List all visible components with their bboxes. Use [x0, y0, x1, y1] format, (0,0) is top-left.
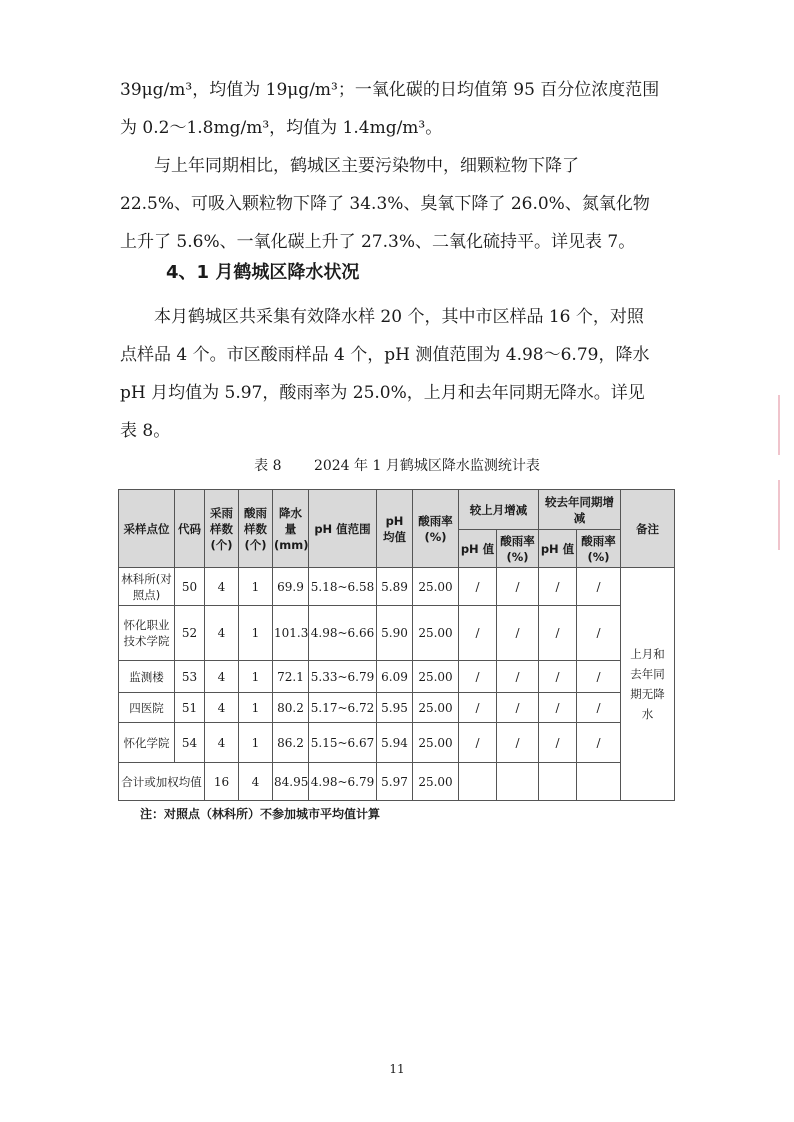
- cell-acid: 1: [239, 693, 273, 723]
- cell-rate: 25.00: [413, 763, 459, 801]
- cell-month-ph: [459, 763, 497, 801]
- precipitation-table: [118, 489, 675, 801]
- cell-year-ph: /: [539, 661, 577, 693]
- table-row: [119, 693, 675, 723]
- cell-rain: 84.95: [273, 763, 309, 801]
- table-row: [119, 568, 675, 606]
- header-site: 采样点位: [119, 490, 175, 568]
- cell-year-rate: /: [577, 693, 621, 723]
- table-row: [119, 661, 675, 693]
- text-line: 22.5%、可吸入颗粒物下降了 34.3%、臭氧下降了 26.0%、氮氧化物: [120, 194, 650, 214]
- table-total-row: [119, 763, 675, 801]
- page-number: 11: [389, 1062, 405, 1076]
- subheader-month-ph: pH 值: [459, 530, 497, 568]
- section-heading: 4、1 月鹤城区降水状况: [166, 262, 360, 283]
- header-ph-range: pH 值范围: [309, 490, 377, 568]
- cell-rate: 25.00: [413, 606, 459, 661]
- cell-samples: 4: [205, 606, 239, 661]
- text-line: 上升了 5.6%、一氧化碳上升了 27.3%、二氧化硫持平。详见表 7。: [120, 232, 636, 252]
- header-samples: 采雨样数(个): [205, 490, 239, 568]
- cell-range: 5.15~6.67: [309, 723, 377, 763]
- cell-samples: 4: [205, 693, 239, 723]
- cell-year-ph: /: [539, 693, 577, 723]
- cell-acid: 1: [239, 606, 273, 661]
- cell-year-ph: /: [539, 568, 577, 606]
- cell-site: 合计或加权均值: [119, 763, 205, 801]
- cell-acid: 4: [239, 763, 273, 801]
- cell-rain: 72.1: [273, 661, 309, 693]
- cell-year-ph: /: [539, 723, 577, 763]
- cell-mean: 5.94: [377, 723, 413, 763]
- seal-edge-mark: [778, 395, 794, 455]
- subheader-year-rate: 酸雨率(%): [577, 530, 621, 568]
- cell-range: 5.33~6.79: [309, 661, 377, 693]
- text-line: 本月鹤城区共采集有效降水样 20 个，其中市区样品 16 个，对照: [120, 307, 644, 327]
- cell-month-rate: /: [497, 723, 539, 763]
- cell-samples: 16: [205, 763, 239, 801]
- cell-acid: 1: [239, 661, 273, 693]
- header-code: 代码: [175, 490, 205, 568]
- cell-mean: 5.97: [377, 763, 413, 801]
- cell-rate: 25.00: [413, 568, 459, 606]
- cell-month-rate: /: [497, 661, 539, 693]
- cell-year-ph: /: [539, 606, 577, 661]
- cell-code: 54: [175, 723, 205, 763]
- cell-acid: 1: [239, 723, 273, 763]
- subheader-year-ph: pH 值: [539, 530, 577, 568]
- cell-remark: 上月和去年同期无降水: [621, 568, 675, 801]
- table-title: 2024 年 1 月鹤城区降水监测统计表: [313, 458, 540, 474]
- table-note: 注：对照点（林科所）不参加城市平均值计算: [140, 807, 381, 821]
- cell-samples: 4: [205, 661, 239, 693]
- table-row: [119, 606, 675, 661]
- cell-code: 50: [175, 568, 205, 606]
- cell-month-ph: /: [459, 723, 497, 763]
- cell-samples: 4: [205, 568, 239, 606]
- cell-rain: 69.9: [273, 568, 309, 606]
- cell-year-rate: /: [577, 606, 621, 661]
- table-number: 表 8: [254, 458, 282, 474]
- header-acid-samples: 酸雨样数(个): [239, 490, 273, 568]
- cell-month-ph: /: [459, 661, 497, 693]
- cell-code: 53: [175, 661, 205, 693]
- cell-code: 52: [175, 606, 205, 661]
- header-ph-mean: pH 均值: [377, 490, 413, 568]
- table-row: [119, 723, 675, 763]
- text-line: 与上年同期相比，鹤城区主要污染物中，细颗粒物下降了: [120, 156, 579, 176]
- paragraph-air-quality-end: [120, 71, 676, 147]
- text-line: pH 月均值为 5.97，酸雨率为 25.0%，上月和去年同期无降水。详见: [120, 383, 645, 403]
- seal-edge-mark: [778, 480, 794, 550]
- cell-month-rate: /: [497, 568, 539, 606]
- cell-range: 5.18~6.58: [309, 568, 377, 606]
- cell-mean: 6.09: [377, 661, 413, 693]
- header-vs-last-month: 较上月增减: [459, 490, 539, 530]
- cell-site: 怀化职业技术学院: [119, 606, 175, 661]
- cell-mean: 5.89: [377, 568, 413, 606]
- header-remark: 备注: [621, 490, 675, 568]
- header-acid-rate: 酸雨率(%): [413, 490, 459, 568]
- cell-samples: 4: [205, 723, 239, 763]
- cell-rate: 25.00: [413, 723, 459, 763]
- text-line: 表 8。: [120, 421, 171, 441]
- table-caption: [0, 455, 794, 475]
- cell-month-rate: /: [497, 606, 539, 661]
- cell-site: 监测楼: [119, 661, 175, 693]
- cell-rain: 101.3: [273, 606, 309, 661]
- cell-month-rate: /: [497, 693, 539, 723]
- cell-range: 5.17~6.72: [309, 693, 377, 723]
- cell-month-rate: [497, 763, 539, 801]
- cell-mean: 5.90: [377, 606, 413, 661]
- cell-site: 四医院: [119, 693, 175, 723]
- header-vs-last-year: 较去年同期增减: [539, 490, 621, 530]
- cell-site: 林科所(对照点): [119, 568, 175, 606]
- cell-year-rate: /: [577, 661, 621, 693]
- cell-rain: 80.2: [273, 693, 309, 723]
- cell-rain: 86.2: [273, 723, 309, 763]
- cell-mean: 5.95: [377, 693, 413, 723]
- cell-month-ph: /: [459, 606, 497, 661]
- cell-year-rate: [577, 763, 621, 801]
- cell-acid: 1: [239, 568, 273, 606]
- cell-month-ph: /: [459, 568, 497, 606]
- text-line: 点样品 4 个。市区酸雨样品 4 个，pH 测值范围为 4.98～6.79，降水: [120, 345, 650, 365]
- text-line: 39μg/m³，均值为 19μg/m³；一氧化碳的日均值第 95 百分位浓度范围: [120, 80, 660, 100]
- text-line: 为 0.2～1.8mg/m³，均值为 1.4mg/m³。: [120, 118, 443, 138]
- paragraph-precipitation: [120, 298, 676, 450]
- paragraph-year-comparison: [120, 147, 676, 261]
- cell-site: 怀化学院: [119, 723, 175, 763]
- cell-range: 4.98~6.79: [309, 763, 377, 801]
- cell-range: 4.98~6.66: [309, 606, 377, 661]
- subheader-month-rate: 酸雨率(%): [497, 530, 539, 568]
- cell-rate: 25.00: [413, 693, 459, 723]
- header-rainfall: 降水量(mm): [273, 490, 309, 568]
- cell-year-rate: /: [577, 568, 621, 606]
- cell-month-ph: /: [459, 693, 497, 723]
- cell-year-rate: /: [577, 723, 621, 763]
- cell-year-ph: [539, 763, 577, 801]
- cell-code: 51: [175, 693, 205, 723]
- cell-rate: 25.00: [413, 661, 459, 693]
